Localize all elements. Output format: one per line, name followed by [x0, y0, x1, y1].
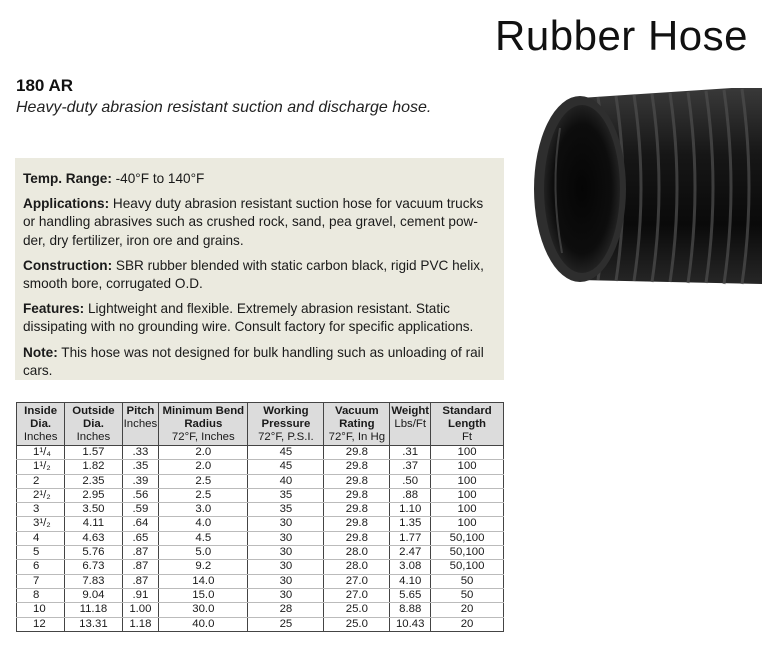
- spec-box: [15, 158, 504, 380]
- cell-weight: 1.77: [390, 531, 431, 545]
- cell-pitch: .59: [122, 503, 159, 517]
- cell-outside-dia: 11.18: [65, 603, 122, 617]
- cell-vacuum-rating: 29.8: [324, 531, 390, 545]
- spec-applications: [23, 195, 496, 250]
- cell-weight: 4.10: [390, 574, 431, 588]
- cell-outside-dia: 13.31: [65, 617, 122, 631]
- cell-working-pressure: 35: [248, 503, 324, 517]
- spec-temp-range: [23, 170, 496, 188]
- cell-working-pressure: 45: [248, 446, 324, 460]
- model-number: 180 AR: [16, 76, 74, 95]
- cell-outside-dia: 7.83: [65, 574, 122, 588]
- cell-vacuum-rating: 29.8: [324, 446, 390, 460]
- cell-standard-length: 100: [431, 488, 504, 502]
- cell-vacuum-rating: 29.8: [324, 488, 390, 502]
- spec-features: [23, 300, 496, 336]
- cell-bend-radius: 4.5: [159, 531, 248, 545]
- table-row: [17, 517, 504, 531]
- cell-inside-dia: 7: [17, 574, 65, 588]
- col-header-standard-length: Standard Length Ft: [431, 403, 504, 446]
- table-row: [17, 460, 504, 474]
- cell-outside-dia: 2.35: [65, 474, 122, 488]
- cell-working-pressure: 30: [248, 560, 324, 574]
- spec-note: [23, 344, 496, 380]
- cell-pitch: .33: [122, 446, 159, 460]
- cell-standard-length: 100: [431, 446, 504, 460]
- spec-label: Features:: [23, 301, 85, 317]
- cell-weight: 1.35: [390, 517, 431, 531]
- cell-outside-dia: 1.82: [65, 460, 122, 474]
- cell-bend-radius: 3.0: [159, 503, 248, 517]
- table-row: [17, 546, 504, 560]
- cell-vacuum-rating: 27.0: [324, 588, 390, 602]
- col-header-working-pressure: Working Pressure 72°F, P.S.I.: [248, 403, 324, 446]
- page-title: Rubber Hose: [495, 12, 748, 59]
- cell-pitch: .65: [122, 531, 159, 545]
- cell-pitch: .39: [122, 474, 159, 488]
- cell-outside-dia: 1.57: [65, 446, 122, 460]
- spec-label: Note:: [23, 344, 58, 360]
- cell-inside-dia: 3: [17, 503, 65, 517]
- cell-working-pressure: 45: [248, 460, 324, 474]
- cell-weight: 2.47: [390, 546, 431, 560]
- cell-pitch: .56: [122, 488, 159, 502]
- col-header-weight: Weight Lbs/Ft: [390, 403, 431, 446]
- cell-standard-length: 100: [431, 460, 504, 474]
- cell-weight: 8.88: [390, 603, 431, 617]
- cell-inside-dia: 12: [17, 617, 65, 631]
- cell-vacuum-rating: 25.0: [324, 617, 390, 631]
- cell-standard-length: 50: [431, 574, 504, 588]
- spec-label: Applications:: [23, 196, 110, 212]
- cell-pitch: .87: [122, 574, 159, 588]
- cell-pitch: .35: [122, 460, 159, 474]
- col-header-inside-dia: Inside Dia. Inches: [17, 403, 65, 446]
- table-row: [17, 588, 504, 602]
- table-row: [17, 603, 504, 617]
- table-row: [17, 503, 504, 517]
- cell-standard-length: 50,100: [431, 531, 504, 545]
- cell-vacuum-rating: 27.0: [324, 574, 390, 588]
- cell-bend-radius: 15.0: [159, 588, 248, 602]
- spec-text: Heavy duty abrasion resistant suction hose for vacuum trucks or handling abrasives such as crushed rock, sand, pea gravel, cement pow-der, dry fertilizer, iron ore and grains.: [23, 196, 484, 248]
- spec-label: Temp. Range:: [23, 171, 112, 186]
- col-header-outside-dia: Outside Dia. Inches: [65, 403, 122, 446]
- cell-vacuum-rating: 28.0: [324, 560, 390, 574]
- cell-inside-dia: 1¹/₄: [17, 446, 65, 460]
- spec-table: [16, 402, 504, 632]
- cell-inside-dia: 2: [17, 474, 65, 488]
- cell-working-pressure: 30: [248, 588, 324, 602]
- col-header-pitch: Pitch Inches: [122, 403, 159, 446]
- table-row: [17, 617, 504, 631]
- cell-pitch: 1.18: [122, 617, 159, 631]
- table-row: [17, 488, 504, 502]
- cell-inside-dia: 10: [17, 603, 65, 617]
- cell-working-pressure: 28: [248, 603, 324, 617]
- cell-bend-radius: 2.0: [159, 446, 248, 460]
- cell-vacuum-rating: 29.8: [324, 517, 390, 531]
- cell-standard-length: 20: [431, 617, 504, 631]
- cell-standard-length: 50,100: [431, 546, 504, 560]
- cell-working-pressure: 35: [248, 488, 324, 502]
- cell-standard-length: 20: [431, 603, 504, 617]
- cell-vacuum-rating: 29.8: [324, 503, 390, 517]
- spec-text: This hose was not designed for bulk handling such as unloading of rail cars.: [23, 344, 484, 378]
- cell-working-pressure: 30: [248, 531, 324, 545]
- cell-outside-dia: 4.11: [65, 517, 122, 531]
- cell-weight: .31: [390, 446, 431, 460]
- cell-bend-radius: 2.5: [159, 488, 248, 502]
- cell-inside-dia: 6: [17, 560, 65, 574]
- cell-working-pressure: 30: [248, 517, 324, 531]
- corrugated-rubber-hose-image: [520, 88, 762, 288]
- cell-working-pressure: 30: [248, 574, 324, 588]
- cell-vacuum-rating: 25.0: [324, 603, 390, 617]
- cell-outside-dia: 3.50: [65, 503, 122, 517]
- table-row: [17, 560, 504, 574]
- cell-bend-radius: 2.5: [159, 474, 248, 488]
- cell-weight: 5.65: [390, 588, 431, 602]
- cell-weight: 10.43: [390, 617, 431, 631]
- cell-weight: 3.08: [390, 560, 431, 574]
- cell-bend-radius: 9.2: [159, 560, 248, 574]
- cell-pitch: 1.00: [122, 603, 159, 617]
- table-row: [17, 574, 504, 588]
- col-header-vacuum-rating: Vacuum Rating 72°F, In Hg: [324, 403, 390, 446]
- cell-standard-length: 100: [431, 474, 504, 488]
- cell-bend-radius: 5.0: [159, 546, 248, 560]
- cell-weight: .37: [390, 460, 431, 474]
- cell-outside-dia: 6.73: [65, 560, 122, 574]
- cell-working-pressure: 40: [248, 474, 324, 488]
- table-row: [17, 446, 504, 460]
- table-row: [17, 474, 504, 488]
- cell-inside-dia: 8: [17, 588, 65, 602]
- cell-vacuum-rating: 28.0: [324, 546, 390, 560]
- cell-bend-radius: 4.0: [159, 517, 248, 531]
- table-header-row: [17, 403, 504, 446]
- cell-standard-length: 100: [431, 503, 504, 517]
- spec-text: -40°F to 140°F: [111, 171, 205, 186]
- product-tagline: Heavy-duty abrasion resistant suction and discharge hose.: [16, 99, 432, 116]
- cell-standard-length: 50,100: [431, 560, 504, 574]
- col-header-bend-radius: Minimum Bend Radius 72°F, Inches: [159, 403, 248, 446]
- cell-bend-radius: 30.0: [159, 603, 248, 617]
- cell-inside-dia: 2¹/₂: [17, 488, 65, 502]
- cell-standard-length: 100: [431, 517, 504, 531]
- table-row: [17, 531, 504, 545]
- spec-label: Construction:: [23, 257, 113, 273]
- cell-weight: 1.10: [390, 503, 431, 517]
- cell-weight: .88: [390, 488, 431, 502]
- cell-inside-dia: 1¹/₂: [17, 460, 65, 474]
- cell-outside-dia: 9.04: [65, 588, 122, 602]
- cell-weight: .50: [390, 474, 431, 488]
- cell-bend-radius: 2.0: [159, 460, 248, 474]
- cell-vacuum-rating: 29.8: [324, 474, 390, 488]
- cell-pitch: .87: [122, 560, 159, 574]
- cell-inside-dia: 4: [17, 531, 65, 545]
- spec-text: Lightweight and flexible. Extremely abrasion resistant. Static dissipating with no grounding wire. Consult factory for specific applications.: [23, 301, 474, 335]
- cell-pitch: .91: [122, 588, 159, 602]
- spec-construction: [23, 257, 496, 293]
- cell-inside-dia: 3¹/₂: [17, 517, 65, 531]
- cell-standard-length: 50: [431, 588, 504, 602]
- cell-pitch: .64: [122, 517, 159, 531]
- cell-working-pressure: 25: [248, 617, 324, 631]
- cell-outside-dia: 2.95: [65, 488, 122, 502]
- cell-pitch: .87: [122, 546, 159, 560]
- cell-outside-dia: 5.76: [65, 546, 122, 560]
- cell-inside-dia: 5: [17, 546, 65, 560]
- cell-bend-radius: 14.0: [159, 574, 248, 588]
- cell-vacuum-rating: 29.8: [324, 460, 390, 474]
- cell-bend-radius: 40.0: [159, 617, 248, 631]
- spec-text: SBR rubber blended with static carbon black, rigid PVC helix, smooth bore, corrugated O.D.: [23, 257, 484, 292]
- cell-working-pressure: 30: [248, 546, 324, 560]
- cell-outside-dia: 4.63: [65, 531, 122, 545]
